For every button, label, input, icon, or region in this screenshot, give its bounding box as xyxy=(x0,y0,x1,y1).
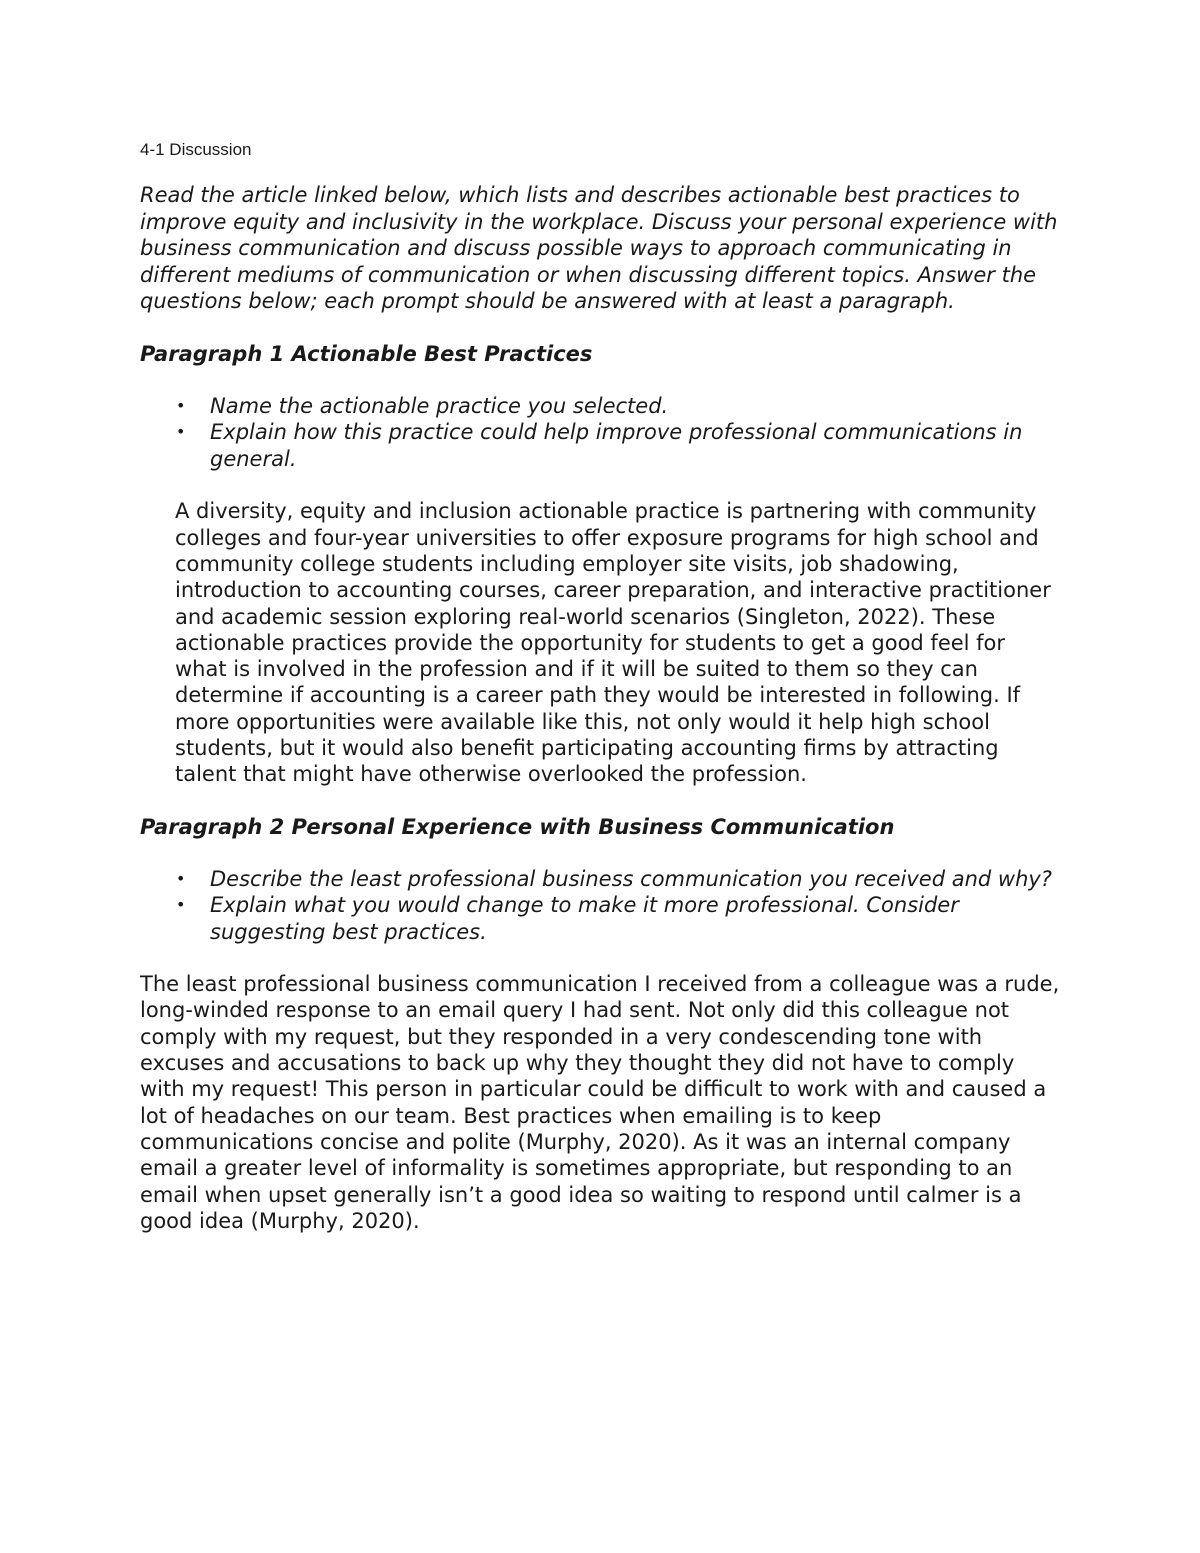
section-heading: Paragraph 2 Personal Experience with Business Communication xyxy=(140,814,895,839)
bullet-icon: • xyxy=(176,895,186,915)
document-page xyxy=(140,140,1060,1260)
section-paragraph-2 xyxy=(140,814,1060,1234)
prompt-text: Describe the least professional business communication you received and why? xyxy=(210,866,1052,891)
prompt-text: Explain how this practice could help improve professional communications in general. xyxy=(210,420,1023,471)
section-heading: Paragraph 1 Actionable Best Practices xyxy=(140,341,593,366)
prompt-item xyxy=(176,866,1060,893)
prompt-text: Explain what you would change to make it more professional. Consider suggesting best practices. xyxy=(210,893,959,944)
bullet-icon: • xyxy=(176,868,186,888)
section-paragraph-1 xyxy=(140,341,1060,788)
document-title: 4-1 Discussion xyxy=(140,140,252,159)
assignment-instructions: Read the article linked below, which lists and describes actionable best practices to improve equity and inclusivity in the workplace. Discuss your personal experience with business communication and discuss possible ways to approach communicating in different mediums of communication or when discussing different topics. Answer the questions below; each prompt should be answered with at least a paragraph. xyxy=(140,183,1058,314)
prompt-item xyxy=(176,892,1060,945)
prompt-text: Name the actionable practice you selected. xyxy=(210,393,669,418)
bullet-icon: • xyxy=(176,422,186,442)
prompt-item xyxy=(176,419,1060,472)
bullet-icon: • xyxy=(176,395,186,415)
answer-paragraph: The least professional business communication I received from a colleague was a rude, long-winded response to an email query I had sent. Not only did this colleague not comply with my request, but they responded in a very condescending tone with excuses and accusations to back up why they thought they did not have to comply with my request! This person in particular could be difficult to work with and caused a lot of headaches on our team. Best practices when emailing is to keep communications concise and polite (Murphy, 2020). As it was an internal company email a greater level of informality is sometimes appropriate, but responding to an email when upset generally isn’t a good idea so waiting to respond until calmer is a good idea (Murphy, 2020). xyxy=(140,972,1060,1233)
answer-paragraph: A diversity, equity and inclusion actionable practice is partnering with community colleges and four-year universities to offer exposure programs for high school and community college students including employer site visits, job shadowing, introduction to accounting courses, career preparation, and interactive practitioner and academic session exploring real-world scenarios (Singleton, 2022). These actionable practices provide the opportunity for students to get a good feel for what is involved in the profession and if it will be suited to them so they can determine if accounting is a career path they would be interested in following. If more opportunities were available like this, not only would it help high school students, but it would also benefit participating accounting firms by attracting talent that might have otherwise overlooked the profession. xyxy=(175,499,1051,787)
prompt-item xyxy=(176,393,1060,420)
prompt-list xyxy=(140,866,1060,946)
prompt-list xyxy=(140,393,1060,473)
